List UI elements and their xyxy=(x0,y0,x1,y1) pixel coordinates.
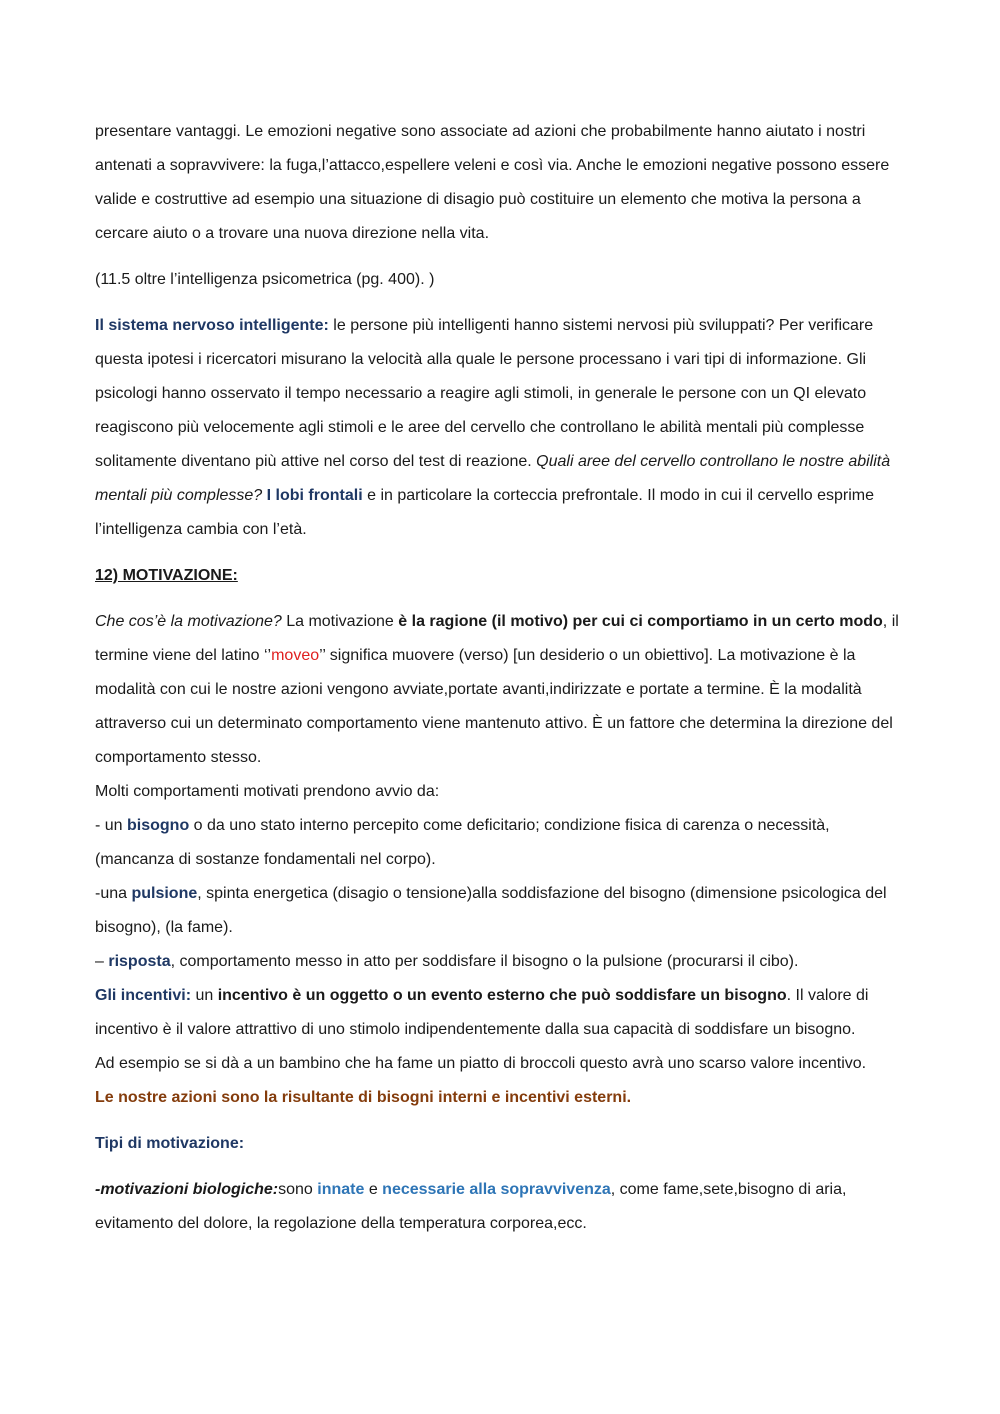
paragraph-reference: (11.5 oltre l’intelligenza psicometrica (pg. 400). ) xyxy=(95,271,435,288)
term-risposta: risposta xyxy=(108,953,171,970)
paragraph-incentives: Gli incentivi: un incentivo è un oggetto o un evento esterno che può soddisfare un bisogno. Il valore di incentivo è il valore attrattivo di uno stimolo indipendentemente dalla sua capacità di soddisfare un bisogno. xyxy=(95,987,869,1038)
term-incentivi: Gli incentivi: xyxy=(95,987,192,1004)
term-pulsione: pulsione xyxy=(131,885,198,902)
paragraph-emotions: presentare vantaggi. Le emozioni negative sono associate ad azioni che probabilmente hanno aiutato i nostri antenati a sopravvivere: la fuga,l’attacco,espellere veleni e così via. Anche le emozioni negative possono essere valide e costruttive ad esempio una situazione di disagio può costituire un elemento che motiva la persona a cercare aiuto o a trovare una nuova direzione nella vita. xyxy=(95,123,890,242)
subheading-motivation-types: Tipi di motivazione: xyxy=(95,1135,245,1152)
definition-bold: è la ragione (il motivo) per cui ci comportiamo in un certo modo xyxy=(398,613,883,630)
paragraph-summary: Le nostre azioni sono la risultante di bisogni interni e incentivi esterni. xyxy=(95,1089,632,1106)
term-moveo: moveo xyxy=(271,647,320,664)
term-innate: innate xyxy=(317,1181,365,1198)
term-bisogno: bisogno xyxy=(127,817,190,834)
question-motivation: Che cos’è la motivazione? xyxy=(95,613,282,630)
paragraph-motivation-definition: Che cos’è la motivazione? La motivazione è la ragione (il motivo) per cui ci comportiamo in un certo modo, il termine viene del latino ‘’moveo’’ significa muovere (verso) [un desiderio o un obiettivo]. La motivazione è la modalità con cui le nostre azioni vengono avviate,portate avanti,indirizzate e portate a termine. È la modalità attraverso cui un determinato comportamento viene mantenuto attivo. È un fattore che determina la direzione del comportamento stesso. xyxy=(95,613,899,766)
term-sistema-nervoso: Il sistema nervoso intelligente: xyxy=(95,317,329,334)
term-lobi-frontali: I lobi frontali xyxy=(266,487,363,504)
paragraph-motivated-behaviors: Molti comportamenti motivati prendono avvio da: xyxy=(95,783,440,800)
list-item-risposta: – risposta, comportamento messo in atto per soddisfare il bisogno o la pulsione (procurarsi il cibo). xyxy=(95,953,799,970)
paragraph-example: Ad esempio se si dà a un bambino che ha fame un piatto di broccoli questo avrà uno scarso valore incentivo. xyxy=(95,1055,867,1072)
term-motivazioni-biologiche: -motivazioni biologiche: xyxy=(95,1181,279,1198)
list-item-bisogno: - un bisogno o da uno stato interno percepito come deficitario; condizione fisica di carenza o necessità, (mancanza di sostanze fondamentali nel corpo). xyxy=(95,817,830,868)
paragraph-biological-motivations: -motivazioni biologiche:sono innate e necessarie alla sopravvivenza, come fame,sete,bisogno di aria, evitamento del dolore, la regolazione della temperatura corporea,ecc. xyxy=(95,1181,847,1232)
section-heading: 12) MOTIVAZIONE: xyxy=(95,567,238,584)
paragraph-intelligent-nervous-system: Il sistema nervoso intelligente: le persone più intelligenti hanno sistemi nervosi più sviluppati? Per verificare questa ipotesi i ricercatori misurano la velocità alla quale le persone processano i vari tipi di informazione. Gli psicologi hanno osservato il tempo necessario a reagire agli stimoli, in generale le persone con un QI elevato reagiscono più velocemente agli stimoli e le aree del cervello che controllano le abilità mentali più complesse solitamente diventano più attive nel corso del test di reazione. Quali aree del cervello controllano le nostre abilità mentali più complesse? I lobi frontali e in particolare la corteccia prefrontale. Il modo in cui il cervello esprime l’intelligenza cambia con l’età. xyxy=(95,317,891,538)
definition-incentive: incentivo è un oggetto o un evento esterno che può soddisfare un bisogno xyxy=(217,987,787,1004)
term-sopravvivenza: necessarie alla sopravvivenza xyxy=(382,1181,611,1198)
list-item-pulsione: -una pulsione, spinta energetica (disagio o tensione)alla soddisfazione del bisogno (dimensione psicologica del bisogno), (la fame). xyxy=(95,885,887,936)
question-brain-areas: Quali aree del cervello controllano le nostre abilità mentali più complesse? xyxy=(95,453,891,504)
